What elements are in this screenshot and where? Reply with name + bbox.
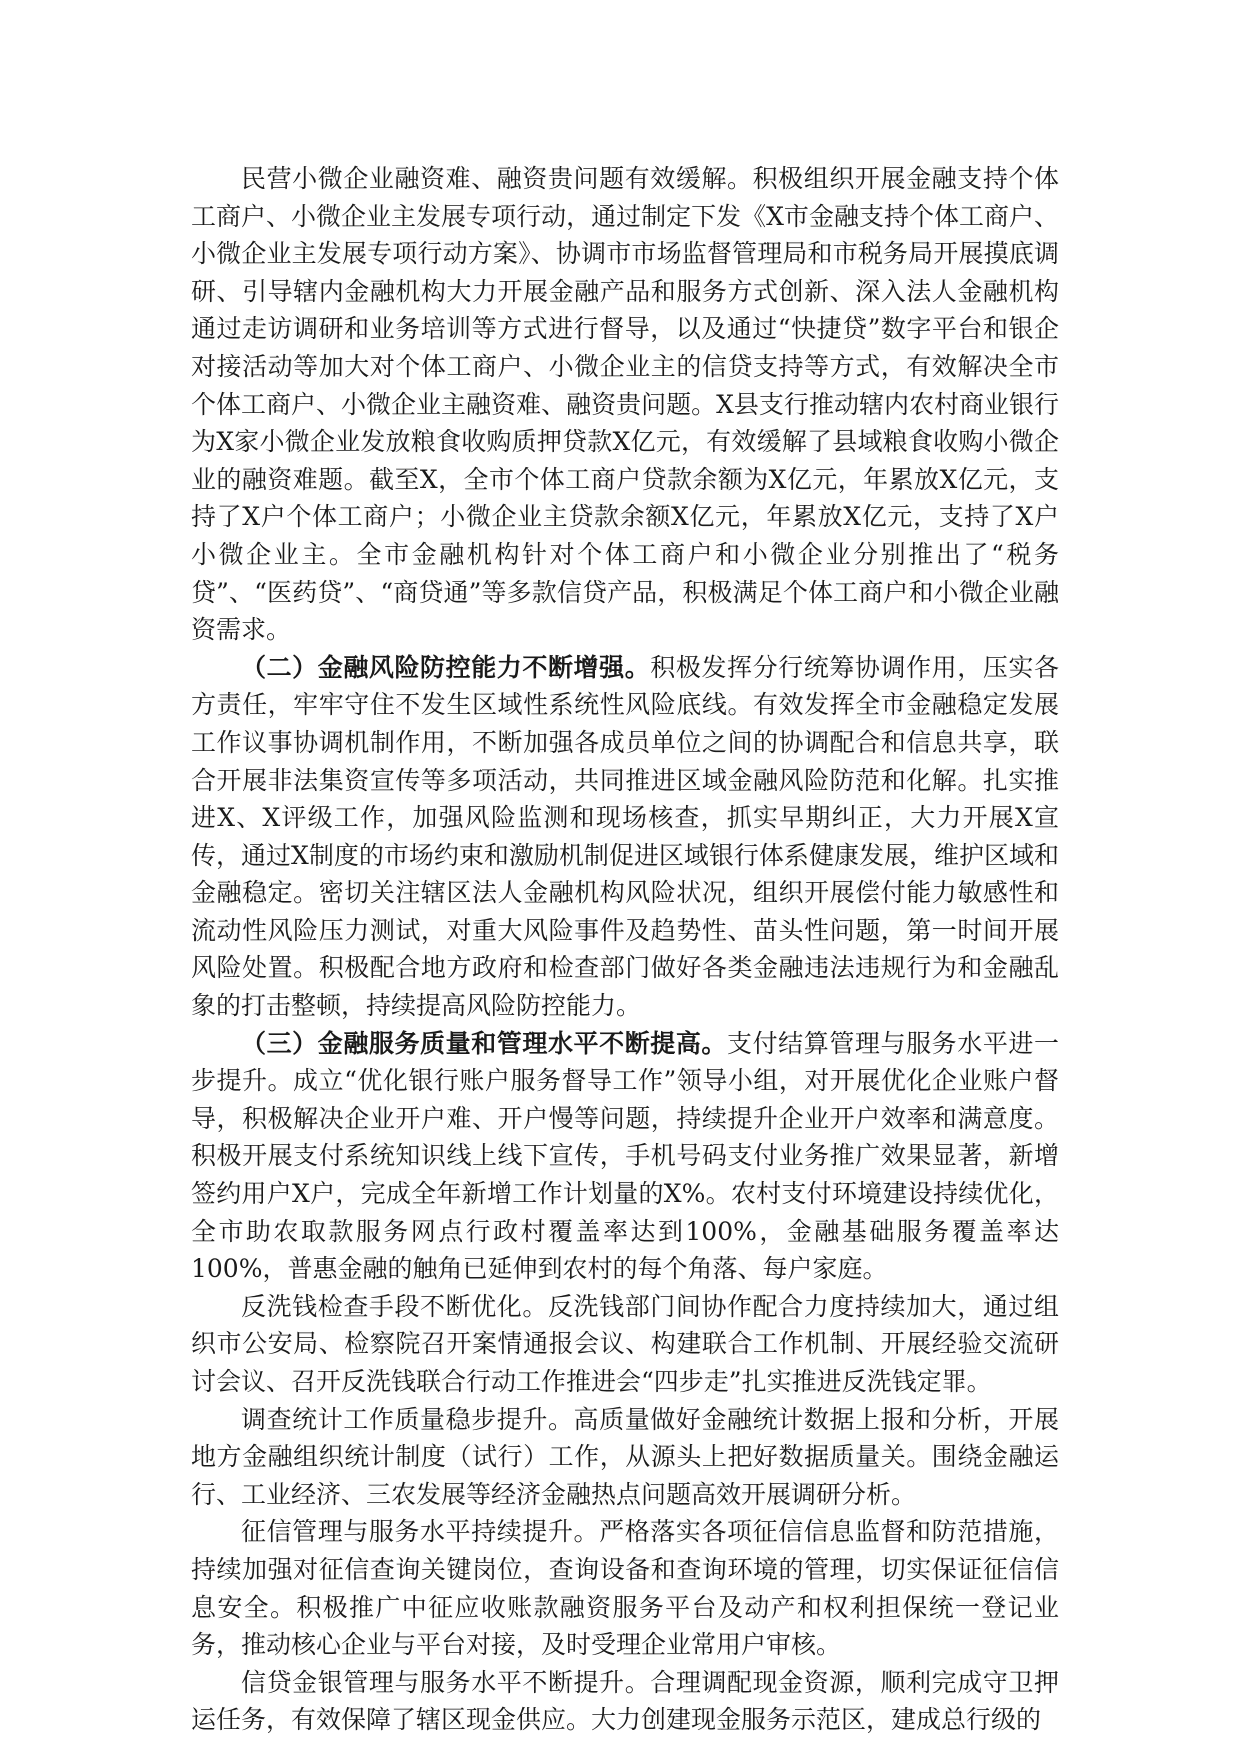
paragraph-service-quality bbox=[191, 1025, 1059, 1288]
paragraph-text: 民营小微企业融资难、融资贵问题有效缓解。积极组织开展金融支持个体工商户、小微企业主发展专项行动，通过制定下发《X市金融支持个体工商户、小微企业主发展专项行动方案》、协调市市场监督管理局和市税务局开展摸底调研、引导辖内金融机构大力开展金融产品和服务方式创新、深入法人金融机构通过走访调研和业务培训等方式进行督导，以及通过“快捷贷”数字平台和银企对接活动等加大对个体工商户、小微企业主的信贷支持等方式，有效解决全市个体工商户、小微企业主融资难、融资贵问题。X县支行推动辖内农村商业银行为X家小微企业发放粮食收购质押贷款X亿元，有效缓解了县域粮食收购小微企业的融资难题。截至X，全市个体工商户贷款余额为X亿元，年累放X亿元，支持了X户个体工商户；小微企业主贷款余额X亿元，年累放X亿元，支持了X户小微企业主。全市金融机构针对个体工商户和小微企业分别推出了“税务贷”、“医药贷”、“商贷通”等多款信贷产品，积极满足个体工商户和小微企业融资需求。 bbox=[191, 164, 1059, 645]
section-heading-risk-control: （二）金融风险防控能力不断增强。 bbox=[241, 652, 651, 682]
document-body bbox=[191, 160, 1059, 1739]
paragraph-text: 征信管理与服务水平持续提升。严格落实各项征信信息监督和防范措施，持续加强对征信查询关键岗位，查询设备和查询环境的管理，切实保证征信信息安全。积极推广中征应收账款融资服务平台及动产和权利担保统一登记业务，推动核心企业与平台对接，及时受理企业常用户审核。 bbox=[191, 1517, 1059, 1660]
paragraph-cash-management bbox=[191, 1664, 1059, 1739]
paragraph-text: 反洗钱检查手段不断优化。反洗钱部门间协作配合力度持续加大，通过组织市公安局、检察院召开案情通报会议、构建联合工作机制、开展经验交流研讨会议、召开反洗钱联合行动工作推进会“四步走”扎实推进反洗钱定罪。 bbox=[191, 1291, 1059, 1396]
paragraph-anti-money-laundering bbox=[191, 1288, 1059, 1401]
paragraph-risk-control bbox=[191, 649, 1059, 1025]
paragraph-text: 积极发挥分行统筹协调作用，压实各方责任，牢牢守住不发生区域性系统性风险底线。有效发挥全市金融稳定发展工作议事协调机制作用，不断加强各成员单位之间的协调配合和信息共享，联合开展非法集资宣传等多项活动，共同推进区域金融风险防范和化解。扎实推进X、X评级工作，加强风险监测和现场核查，抓实早期纠正，大力开展X宣传，通过X制度的市场约束和激励机制促进区域银行体系健康发展，维护区域和金融稳定。密切关注辖区法人金融机构风险状况，组织开展偿付能力敏感性和流动性风险压力测试，对重大风险事件及趋势性、苗头性问题，第一时间开展风险处置。积极配合地方政府和检查部门做好各类金融违法违规行为和金融乱象的打击整顿，持续提高风险防控能力。 bbox=[191, 652, 1059, 1021]
paragraph-credit-reporting bbox=[191, 1513, 1059, 1663]
paragraph-text: 调查统计工作质量稳步提升。高质量做好金融统计数据上报和分析，开展地方金融组织统计制度（试行）工作，从源头上把好数据质量关。围绕金融运行、工业经济、三农发展等经济金融热点问题高效开展调研分析。 bbox=[191, 1404, 1059, 1509]
paragraph-sme-financing bbox=[191, 160, 1059, 649]
section-heading-service-quality: （三）金融服务质量和管理水平不断提高。 bbox=[241, 1028, 728, 1058]
paragraph-text: 信贷金银管理与服务水平不断提升。合理调配现金资源，顺利完成守卫押运任务，有效保障了辖区现金供应。大力创建现金服务示范区，建成总行级的 bbox=[191, 1667, 1059, 1735]
paragraph-statistics bbox=[191, 1401, 1059, 1514]
paragraph-text: 支付结算管理与服务水平进一步提升。成立“优化银行账户服务督导工作”领导小组，对开展优化企业账户督导，积极解决企业开户难、开户慢等问题，持续提升企业开户效率和满意度。积极开展支付系统知识线上线下宣传，手机号码支付业务推广效果显著，新增签约用户X户，完成全年新增工作计划量的X%。农村支付环境建设持续优化，全市助农取款服务网点行政村覆盖率达到100%，金融基础服务覆盖率达100%，普惠金融的触角已延伸到农村的每个角落、每户家庭。 bbox=[191, 1028, 1059, 1284]
